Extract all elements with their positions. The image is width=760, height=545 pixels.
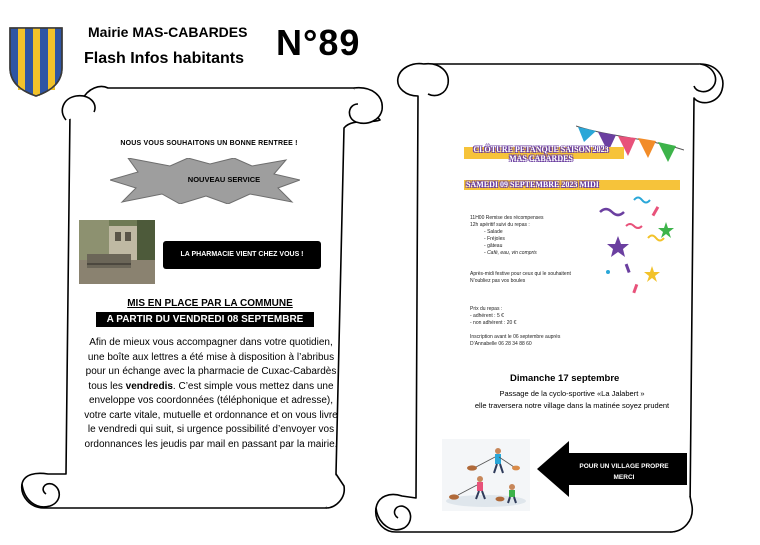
start-date-bar: A PARTIR DU VENDREDI 08 SEPTEMBRE (96, 312, 314, 327)
petanque-date: SAMEDI 09 SEPTEMBRE 2023 MIDI (466, 180, 599, 189)
pharmacy-description: Afin de mieux vous accompagner dans votre quotidien, une boîte aux lettres a été mise à disposition à l’abribus pour un échange avec la pharmacie de Cuxac-Cabardès tous les vendredis. C’est simple vous mettez dans une enveloppe vos coordonnées (téléphonique et adresse), votre carte vitale, mutuelle et ordonnance et on vous livre le vendredi qui suit, si urgence possibilité d’envoyer vos ordonnances les jeudis par mail en passant par la mairie. (84, 337, 338, 450)
sunday-date: Dimanche 17 septembre (510, 373, 620, 384)
program-item: - Café, eau, vin compris (484, 250, 590, 257)
coat-of-arms-icon (6, 18, 66, 98)
afternoon-note: Après-midi festive pour ceux qui le souhaitent N’oubliez pas vos boules (470, 271, 571, 284)
greeting-text: NOUS VOUS SOUHAITONS UN BONNE RENTREE ! (120, 140, 298, 147)
program-list: 11H00 Remise des récompenses 12h apéritif suivi du repas : - Salade - Fréjoles - gâteau - Café, eau, vin compris (470, 215, 590, 257)
newsletter-subtitle: Flash Infos habitants (84, 50, 245, 67)
program-item: - Salade (484, 229, 590, 236)
confetti-icon (590, 192, 680, 302)
set-up-by-commune: MIS EN PLACE PAR LA COMMUNE (127, 298, 293, 309)
new-service-label: NOUVEAU SERVICE (187, 175, 261, 184)
program-item: - gâteau (484, 243, 590, 250)
pharmacy-photo (79, 220, 155, 284)
program-item: - Fréjoles (484, 236, 590, 243)
dog-walking-illustration (442, 439, 530, 511)
clean-village-message: POUR UN VILLAGE PROPRE MERCI (579, 463, 669, 481)
issue-number: N°89 (276, 22, 361, 63)
mairie-title: Mairie MAS-CABARDES (88, 24, 248, 40)
cyclo-info: Passage de la cyclo-sportive «La Jalabert » elle traversera notre village dans la matinée soyez prudent (474, 389, 670, 410)
pharmacy-service-button: LA PHARMACIE VIENT CHEZ VOUS ! (163, 241, 321, 269)
petanque-title: CLÔTURE PETANQUE SAISON 2023 MAS CABARDES (473, 145, 609, 163)
inscription-info: Inscription avant le 06 septembre auprès D’Annabelle 06 28 34 88 60 (470, 334, 561, 347)
price-info: Prix du repas : - adhérent : 5 € - non adhérent : 20 € (470, 306, 517, 326)
